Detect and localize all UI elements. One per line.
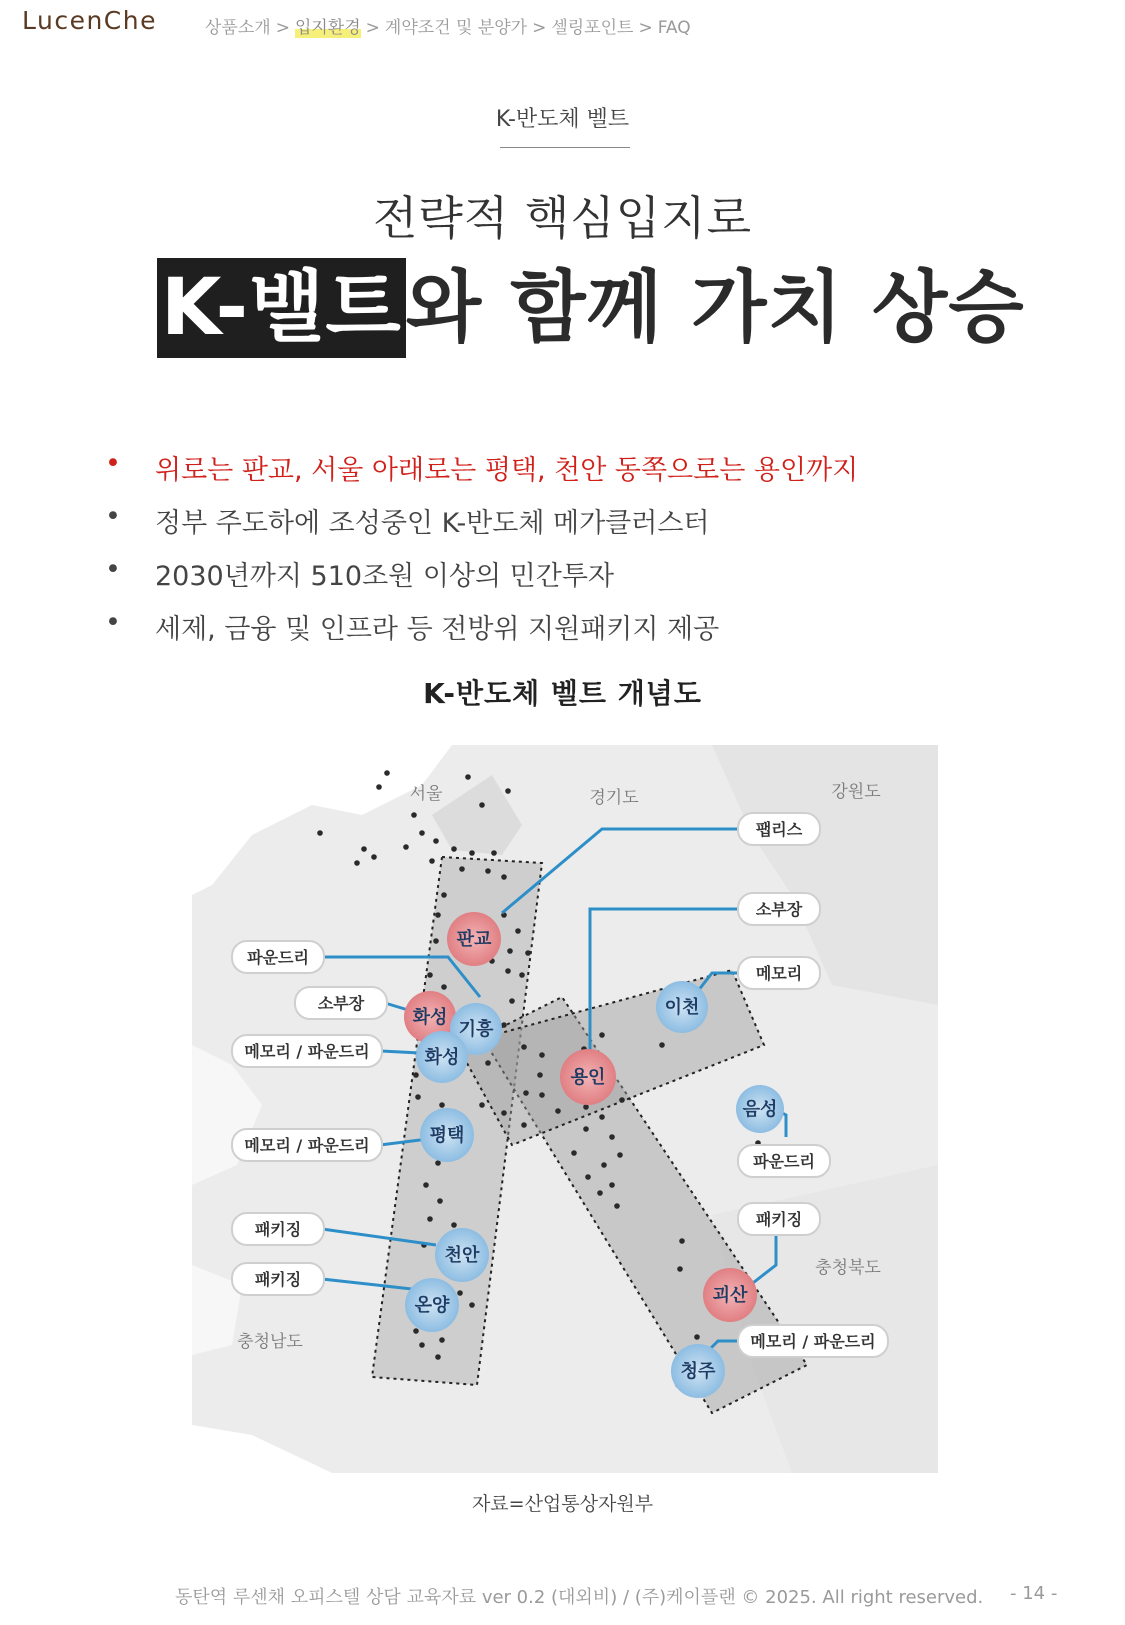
- node-label-pyeongtaek: 평택: [429, 1125, 465, 1146]
- node-label-goesan: 괴산: [712, 1285, 748, 1306]
- page-headline: [157, 258, 1025, 358]
- bullet-marker: •: [105, 501, 121, 532]
- region-label-gyeonggi: 경기도: [589, 788, 639, 808]
- breadcrumb-item-faq[interactable]: FAQ: [657, 18, 691, 38]
- region-label-gangwon: 강원도: [831, 782, 881, 802]
- bullet-marker: •: [105, 448, 121, 479]
- bullet-item: • 정부 주도하에 조성중인 K-반도체 메가클러스터: [105, 501, 710, 539]
- svg-text:패키징: 패키징: [254, 1220, 302, 1239]
- node-label-onyang: 온양: [414, 1295, 450, 1316]
- headline-highlight: K-밸트: [157, 258, 406, 358]
- region-label-chungnam: 충청남도: [237, 1332, 303, 1352]
- bullet-marker: •: [105, 554, 121, 585]
- breadcrumb: 상품소개 > 입지환경 > 계약조건 및 분양가 > 셀링포인트 > FAQ: [205, 18, 691, 38]
- k-semiconductor-belt-map: [192, 745, 938, 1473]
- svg-text:패키징: 패키징: [254, 1270, 302, 1289]
- footer-text: 동탄역 루센채 오피스텔 상담 교육자료 ver 0.2 (대외비) / (주)케이플랜 © 2025. All right reserved.: [175, 1587, 984, 1608]
- node-label-giheung: 기흥: [458, 1019, 494, 1040]
- node-label-pangyo: 판교: [456, 929, 492, 950]
- page-number: - 14 -: [1010, 1583, 1058, 1604]
- page-subtitle: 전략적 핵심입지로: [372, 191, 753, 245]
- section-kicker: K-반도체 벨트: [495, 107, 630, 132]
- svg-text:메모리 / 파운드리: 메모리 / 파운드리: [750, 1332, 876, 1351]
- map-title: K-반도체 벨트 개념도: [423, 677, 702, 710]
- bullet-item: • 2030년까지 510조원 이상의 민간투자: [105, 554, 614, 592]
- breadcrumb-item-selling-points[interactable]: 셀링포인트: [551, 18, 634, 38]
- node-label-eumseong: 음성: [742, 1099, 778, 1120]
- region-label-chungbuk: 충청북도: [815, 1258, 881, 1278]
- svg-text:메모리 / 파운드리: 메모리 / 파운드리: [244, 1136, 370, 1155]
- breadcrumb-item-contract[interactable]: 계약조건 및 분양가: [384, 18, 528, 38]
- region-label-seoul: 서울: [409, 784, 443, 804]
- svg-text:소부장: 소부장: [317, 994, 365, 1013]
- headline-rest: 와 함께 가치 상승: [405, 263, 1025, 353]
- svg-text:소부장: 소부장: [755, 900, 803, 919]
- bullet-item: • 위로는 판교, 서울 아래로는 평택, 천안 동쪽으로는 용인까지: [105, 448, 859, 486]
- bullet-marker: •: [105, 607, 121, 638]
- svg-text:팹리스: 팹리스: [755, 820, 803, 839]
- node-label-hwaseong-red: 화성: [412, 1007, 448, 1028]
- bullet-list: [105, 448, 858, 660]
- node-label-cheonan: 천안: [444, 1245, 480, 1266]
- node-label-icheon: 이천: [664, 997, 700, 1018]
- node-label-cheongju: 청주: [680, 1361, 716, 1382]
- breadcrumb-item-location[interactable]: 입지환경: [294, 18, 361, 38]
- line-mem-foundry-hwaseong: [380, 1051, 420, 1053]
- node-label-yongin: 용인: [570, 1067, 606, 1088]
- bullet-item: • 세제, 금융 및 인프라 등 전방위 지원패키지 제공: [105, 607, 720, 645]
- svg-text:파운드리: 파운드리: [247, 948, 309, 967]
- breadcrumb-item-products[interactable]: 상품소개: [205, 18, 271, 38]
- map-source: 자료=산업통상자원부: [471, 1493, 654, 1515]
- kicker-divider: [500, 147, 630, 148]
- svg-text:패키징: 패키징: [755, 1210, 803, 1229]
- node-label-hwaseong-blue: 화성: [424, 1047, 460, 1068]
- svg-text:메모리: 메모리: [755, 964, 803, 983]
- brand-logo[interactable]: LucenChe: [22, 6, 157, 35]
- svg-text:메모리 / 파운드리: 메모리 / 파운드리: [244, 1042, 370, 1061]
- svg-text:파운드리: 파운드리: [753, 1152, 815, 1171]
